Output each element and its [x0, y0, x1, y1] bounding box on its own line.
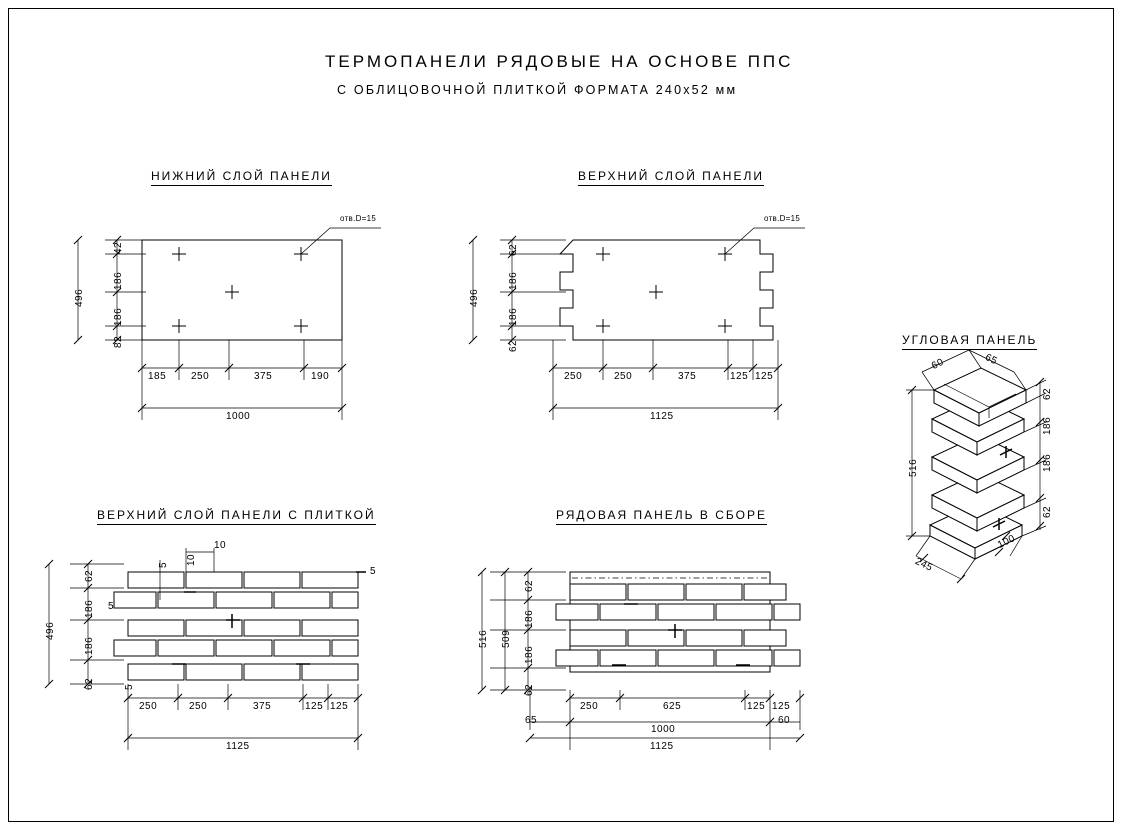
dim-top-layer-left-1: 62 [508, 243, 519, 256]
dim-bottom-layer-left-3: 186 [113, 307, 124, 326]
dim-bottom-layer-left-1: 42 [113, 241, 124, 254]
dim-assembled-height-509: 509 [501, 629, 512, 648]
dim-top-layer-b2: 250 [614, 371, 633, 382]
dim-bottom-layer-b1: 185 [148, 371, 167, 382]
dim-assembled-b3: 125 [747, 701, 766, 712]
dim-top-layer-left-3: 186 [508, 307, 519, 326]
dim-top-layer-b5: 125 [755, 371, 774, 382]
dim-corner-height: 516 [908, 458, 919, 477]
dim-corner-right-3: 186 [1042, 453, 1053, 472]
dim-tile-left-4: 62 [84, 677, 95, 690]
dim-tile-b3: 375 [253, 701, 272, 712]
dim-tile-mark-2: 10 [214, 540, 227, 551]
hole-note-top-layer: отв.D=15 [764, 214, 801, 223]
caption-top-layer: ВЕРХНИЙ СЛОЙ ПАНЕЛИ [578, 169, 764, 186]
dim-top-layer-width: 1125 [650, 411, 674, 422]
dim-assembled-b4: 125 [772, 701, 791, 712]
dim-corner-right-4: 62 [1042, 505, 1053, 518]
dim-corner-right-1: 62 [1042, 387, 1053, 400]
dim-tile-mark-1: 5 [158, 561, 169, 568]
dim-corner-bottom-1: 245 [913, 556, 935, 574]
dim-tile-mark-3: 10 [186, 553, 197, 566]
dim-assembled-width: 1125 [650, 741, 674, 752]
dim-tile-height: 496 [45, 621, 56, 640]
dim-assembled-left-2: 186 [524, 609, 535, 628]
dim-bottom-layer-b4: 190 [311, 371, 330, 382]
dim-top-layer-left-2: 186 [508, 271, 519, 290]
page-title: ТЕРМОПАНЕЛИ РЯДОВЫЕ НА ОСНОВЕ ППС [325, 52, 794, 71]
dim-bottom-layer-width: 1000 [226, 411, 251, 422]
dim-bottom-layer-b2: 250 [191, 371, 210, 382]
dim-bottom-layer-left-4: 82 [113, 335, 124, 348]
caption-top-layer-tile: ВЕРХНИЙ СЛОЙ ПАНЕЛИ С ПЛИТКОЙ [97, 508, 376, 525]
dim-assembled-mid: 1000 [651, 724, 676, 735]
dim-tile-b2: 250 [189, 701, 208, 712]
dim-tile-mark-6: 5 [124, 683, 135, 690]
dim-assembled-b2: 625 [663, 701, 682, 712]
dim-bottom-layer-height: 496 [74, 288, 85, 307]
dim-assembled-height-516: 516 [478, 629, 489, 648]
dim-top-layer-height: 496 [469, 288, 480, 307]
page-subtitle: С ОБЛИЦОВОЧНОЙ ПЛИТКОЙ ФОРМАТА 240x52 мм [337, 83, 738, 97]
dim-tile-mark-4: 5 [370, 566, 377, 577]
dim-assembled-edge-right: 60 [778, 715, 791, 726]
dim-tile-left-2: 186 [84, 599, 95, 618]
dim-top-layer-b4: 125 [730, 371, 749, 382]
dim-tile-b4: 125 [305, 701, 324, 712]
dim-bottom-layer-b3: 375 [254, 371, 273, 382]
hole-note-bottom-layer: отв.D=15 [340, 214, 377, 223]
dim-tile-width: 1125 [226, 741, 250, 752]
dim-assembled-edge-left: 65 [525, 715, 538, 726]
dim-corner-bottom-2: 100 [996, 533, 1018, 551]
dim-assembled-left-4: 62 [524, 683, 535, 696]
dim-corner-right-2: 186 [1042, 416, 1053, 435]
dim-top-layer-b1: 250 [564, 371, 583, 382]
dim-top-layer-left-4: 62 [508, 339, 519, 352]
dim-tile-b5: 125 [330, 701, 349, 712]
dim-tile-left-3: 186 [84, 636, 95, 655]
dim-corner-top-2: 65 [983, 352, 999, 368]
dim-tile-mark-5: 5 [108, 601, 115, 612]
dim-assembled-left-1: 62 [524, 579, 535, 592]
dim-tile-b1: 250 [139, 701, 158, 712]
caption-assembled-panel: РЯДОВАЯ ПАНЕЛЬ В СБОРЕ [556, 508, 767, 525]
dim-bottom-layer-left-2: 186 [113, 271, 124, 290]
dim-assembled-left-3: 186 [524, 645, 535, 664]
dim-assembled-b1: 250 [580, 701, 599, 712]
dim-top-layer-b3: 375 [678, 371, 697, 382]
caption-corner-panel: УГЛОВАЯ ПАНЕЛЬ [902, 333, 1037, 350]
caption-bottom-layer: НИЖНИЙ СЛОЙ ПАНЕЛИ [151, 169, 332, 186]
dim-tile-left-1: 62 [84, 569, 95, 582]
dim-corner-top-1: 60 [930, 356, 946, 372]
